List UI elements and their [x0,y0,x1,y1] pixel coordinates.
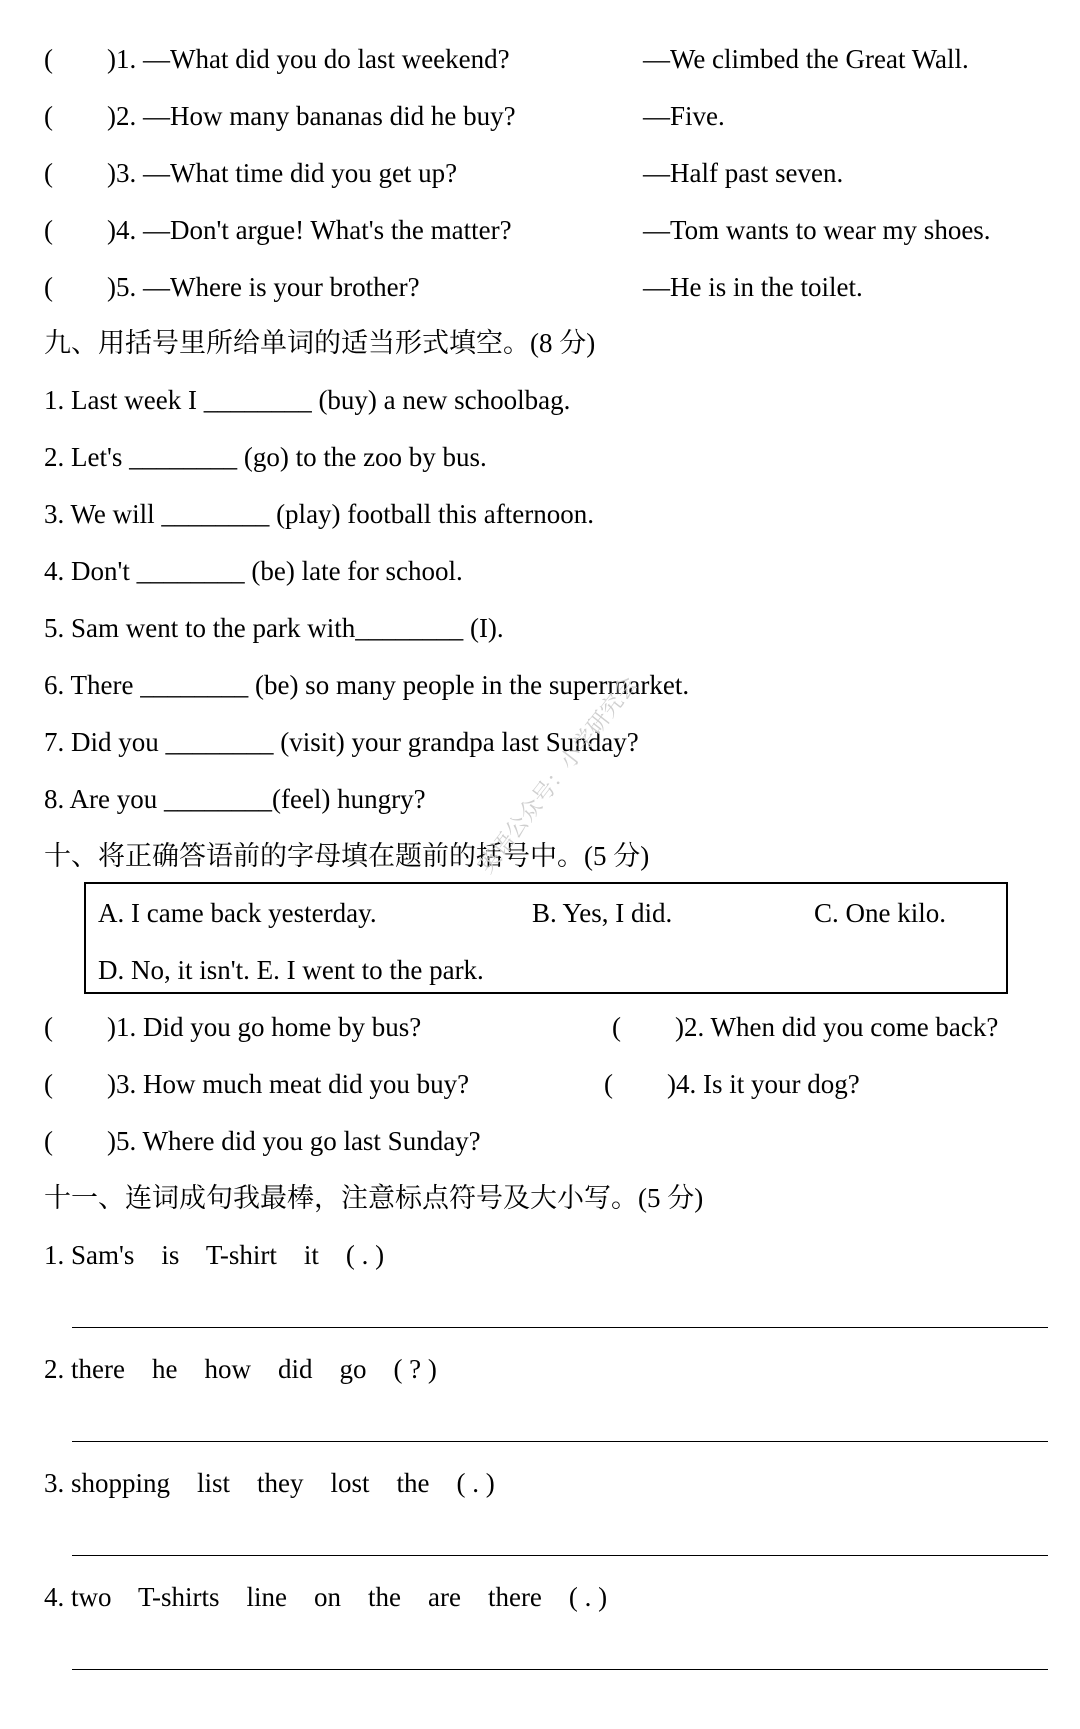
matching-question-5: ( )5. —Where is your brother? [44,272,420,302]
matching-answer-3: —Half past seven. [643,158,844,188]
section-9-item-3: 3. We will ________ (play) football this afternoon. [44,499,594,529]
section-9-item-8: 8. Are you ________(feel) hungry? [44,784,426,814]
section-10-heading: 十、将正确答语前的字母填在题前的括号中。(5 分) [44,841,650,871]
section-10-question-4: ( )4. Is it your dog? [604,1069,860,1099]
matching-answer-1: —We climbed the Great Wall. [643,44,969,74]
section-9-item-4: 4. Don't ________ (be) late for school. [44,556,463,586]
section-11-item-4: 4. two T-shirts line on the are there ( . ) [44,1582,608,1612]
section-9-heading: 九、用括号里所给单词的适当形式填空。(8 分) [44,328,596,358]
section-11-item-3: 3. shopping list they lost the ( . ) [44,1468,495,1498]
section-9-item-2: 2. Let's ________ (go) to the zoo by bus. [44,442,487,472]
matching-question-2: ( )2. —How many bananas did he buy? [44,101,516,131]
option-c: C. One kilo. [814,898,946,928]
matching-answer-2: —Five. [643,101,725,131]
section-11-heading: 十一、连词成句我最棒，注意标点符号及大小写。(5 分) [44,1183,704,1213]
section-11-item-1: 1. Sam's is T-shirt it ( . ) [44,1240,385,1270]
section-11-item-2: 2. there he how did go ( ? ) [44,1354,437,1384]
section-10-question-5: ( )5. Where did you go last Sunday? [44,1126,481,1156]
answer-line-1 [72,1327,1048,1328]
option-d-e: D. No, it isn't. E. I went to the park. [98,955,484,985]
section-9-item-1: 1. Last week I ________ (buy) a new schoolbag. [44,385,571,415]
watermark: 英语公众号：小学研究会 [473,672,643,879]
matching-question-4: ( )4. —Don't argue! What's the matter? [44,215,512,245]
matching-answer-5: —He is in the toilet. [643,272,863,302]
section-9-item-5: 5. Sam went to the park with________ (I). [44,613,504,643]
answer-line-4 [72,1669,1048,1670]
section-10-question-1: ( )1. Did you go home by bus? [44,1012,422,1042]
answer-line-2 [72,1441,1048,1442]
section-9-item-6: 6. There ________ (be) so many people in the supermarket. [44,670,690,700]
matching-answer-4: —Tom wants to wear my shoes. [643,215,991,245]
option-a: A. I came back yesterday. [98,898,377,928]
section-10-question-3: ( )3. How much meat did you buy? [44,1069,470,1099]
matching-question-3: ( )3. —What time did you get up? [44,158,458,188]
answer-line-3 [72,1555,1048,1556]
option-b: B. Yes, I did. [532,898,673,928]
section-9-item-7: 7. Did you ________ (visit) your grandpa last Sunday? [44,727,639,757]
section-10-question-2: ( )2. When did you come back? [612,1012,999,1042]
matching-question-1: ( )1. —What did you do last weekend? [44,44,510,74]
answer-options-box [84,882,1008,994]
